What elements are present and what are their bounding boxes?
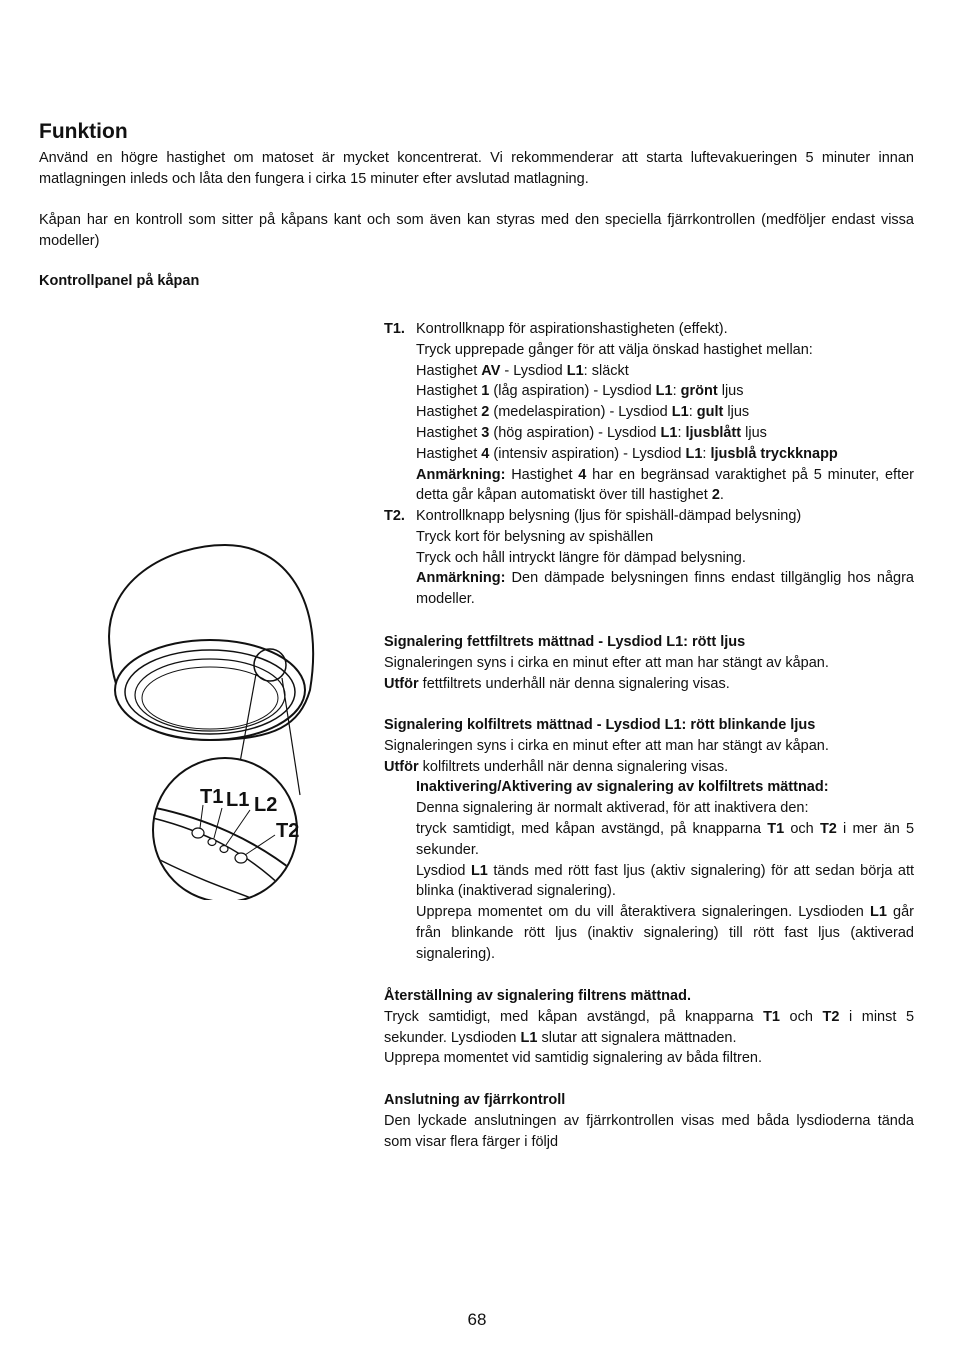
page-number: 68 <box>467 1310 487 1329</box>
carbon-heading: Signalering kolfiltrets mättnad - Lysdiod L1: rött blinkande ljus <box>384 717 816 733</box>
grease-do-line: Utför fettfiltrets underhåll när denna signalering visas. <box>384 675 730 692</box>
remote-text: Den lyckade anslutningen av fjärrkontrollen visas med båda lysdioderna tända som visar flera färger i följd <box>384 1112 914 1150</box>
t2-section <box>384 506 914 610</box>
t2-line-3: Tryck och håll intryckt längre för dämpad belysning. <box>416 549 746 566</box>
figure-label-t1: T1 <box>200 786 224 808</box>
intro-paragraph-1: Använd en högre hastighet om matoset är mycket koncentrerat. Vi rekommenderar att starta luftevakueringen 5 minuter innan matlagningen inleds och låta den fungera i cirka 15 minuter efter avslutad matlagning. <box>39 150 914 187</box>
page-title: Funktion <box>39 120 128 143</box>
grease-filter-section <box>384 632 914 694</box>
reset-section <box>384 986 914 1069</box>
grease-heading: Signalering fettfiltrets mättnad - Lysdiod L1: rött ljus <box>384 634 746 650</box>
control-panel-heading: Kontrollpanel på kåpan <box>39 273 200 289</box>
intro-paragraph-2: Kåpan har en kontroll som sitter på kåpans kant och som även kan styras med den speciella fjärrkontrollen (medföljer endast vissa modeller) <box>39 212 914 249</box>
t2-note: Anmärkning: Den dämpade belysningen finns endast tillgänglig hos några modeller. <box>416 570 914 608</box>
figure-label-l2: L2 <box>254 794 278 816</box>
t1-line-1: Kontrollknapp för aspirationshastigheten (effekt). <box>416 321 728 337</box>
reset-p2: Upprepa momentet vid samtidig signalering av båda filtren. <box>384 1050 763 1067</box>
speed-3-line: Hastighet 3 (hög aspiration) - Lysdiod L1: ljusblått ljus <box>416 424 767 441</box>
hood-drawing <box>100 540 340 900</box>
remote-heading: Anslutning av fjärrkontroll <box>384 1092 566 1108</box>
carbon-p2: Lysdiod L1 tänds med rött fast ljus (aktiv signalering) för att sedan börja att blinka (inaktiverad signalering). <box>416 862 914 900</box>
t2-line-1: Kontrollknapp belysning (ljus för spishäll-dämpad belysning) <box>416 508 802 524</box>
speed-4-line: Hastighet 4 (intensiv aspiration) - Lysdiod L1: ljusblå tryckknapp <box>416 445 838 462</box>
speed-2-line: Hastighet 2 (medelaspiration) - Lysdiod L1: gult ljus <box>416 404 750 421</box>
remote-section <box>384 1090 914 1152</box>
grease-line: Signaleringen syns i cirka en minut efter att man har stängt av kåpan. <box>384 654 829 671</box>
figure-label-l1: L1 <box>226 789 250 811</box>
carbon-line: Signaleringen syns i cirka en minut efter att man har stängt av kåpan. <box>384 737 829 754</box>
carbon-p3: Upprepa momentet om du vill återaktivera signaleringen. Lysdioden L1 går från blinkande rött ljus (inaktiv signalering) till rött fast ljus (aktiverad signalering). <box>416 904 914 962</box>
t1-line-2: Tryck upprepade gånger för att välja önskad hastighet mellan: <box>416 341 813 358</box>
t2-line-2: Tryck kort för belysning av spishällen <box>416 528 654 545</box>
speed-off-line: Hastighet AV - Lysdiod L1: släckt <box>416 362 629 379</box>
speed-1-line: Hastighet 1 (låg aspiration) - Lysdiod L1: grönt ljus <box>416 383 744 400</box>
carbon-do-line: Utför kolfiltrets underhåll när denna signalering visas. <box>384 758 729 775</box>
carbon-filter-section <box>384 715 914 965</box>
hood-illustration <box>100 540 340 900</box>
t1-section <box>384 319 914 506</box>
carbon-sub-heading: Inaktivering/Aktivering av signalering av kolfiltrets mättnad: <box>416 779 829 796</box>
reset-heading: Återställning av signalering filtrens mättnad. <box>384 988 691 1004</box>
t1-label: T1. <box>384 321 405 337</box>
t1-note: Anmärkning: Hastighet 4 har en begränsad varaktighet på 5 minuter, efter detta går kåpan automatiskt över till hastighet 2. <box>416 466 914 504</box>
carbon-sub-line: Denna signalering är normalt aktiverad, för att inaktivera den: <box>416 800 809 817</box>
t2-label: T2. <box>384 508 405 524</box>
reset-p1: Tryck samtidigt, med kåpan avstängd, på knapparna T1 och T2 i minst 5 sekunder. Lysdioden L1 slutar att signalera mättnaden. <box>384 1008 915 1046</box>
figure-label-t2: T2 <box>276 820 300 842</box>
carbon-p1: tryck samtidigt, med kåpan avstängd, på knapparna T1 och T2 i mer än 5 sekunder. <box>416 820 915 858</box>
